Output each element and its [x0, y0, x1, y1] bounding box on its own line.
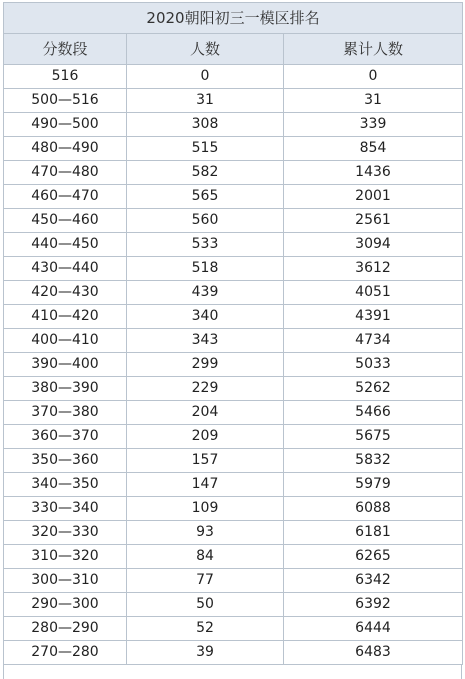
cell-count: 39: [127, 641, 284, 665]
cell-score-range: 490—500: [4, 113, 127, 137]
cell-count: 209: [127, 425, 284, 449]
cell-cumulative: 6265: [284, 545, 463, 569]
table-row: [4, 161, 463, 185]
cell-score-range: 440—450: [4, 233, 127, 257]
cell-cumulative: 6088: [284, 497, 463, 521]
table-row: [4, 473, 463, 497]
cell-cumulative: 854: [284, 137, 463, 161]
cell-cumulative: 4391: [284, 305, 463, 329]
cell-count: 308: [127, 113, 284, 137]
cell-cumulative: 339: [284, 113, 463, 137]
cell-count: 229: [127, 377, 284, 401]
cell-cumulative: 2561: [284, 209, 463, 233]
cell-score-range: 500—516: [4, 89, 127, 113]
cell-cumulative: 4734: [284, 329, 463, 353]
table-row: [4, 257, 463, 281]
cell-score-range: 480—490: [4, 137, 127, 161]
title-row: [4, 3, 463, 34]
table-row: [4, 617, 463, 641]
cell-score-range: 330—340: [4, 497, 127, 521]
cell-count: 31: [127, 89, 284, 113]
table-row: [4, 545, 463, 569]
table-row: [4, 425, 463, 449]
cell-score-range: 430—440: [4, 257, 127, 281]
cell-score-range: 280—290: [4, 617, 127, 641]
table-row: [4, 497, 463, 521]
cell-cumulative: 2001: [284, 185, 463, 209]
cell-count: 582: [127, 161, 284, 185]
cell-score-range: 320—330: [4, 521, 127, 545]
table-row: [4, 521, 463, 545]
cell-score-range: 310—320: [4, 545, 127, 569]
cell-cumulative: 6181: [284, 521, 463, 545]
table-row: [4, 113, 463, 137]
cell-cumulative: 0: [284, 65, 463, 89]
header-row: [4, 34, 463, 65]
cell-cumulative: 6392: [284, 593, 463, 617]
header-cumulative: 累计人数: [284, 34, 463, 65]
cell-count: 560: [127, 209, 284, 233]
cell-score-range: 370—380: [4, 401, 127, 425]
cell-score-range: 516: [4, 65, 127, 89]
table-row: [4, 641, 463, 665]
cell-score-range: 360—370: [4, 425, 127, 449]
cell-cumulative: 5832: [284, 449, 463, 473]
table-row: [4, 353, 463, 377]
table-row: [4, 401, 463, 425]
cell-count: 533: [127, 233, 284, 257]
table-row: [4, 329, 463, 353]
cell-cumulative: 1436: [284, 161, 463, 185]
table-row: [4, 281, 463, 305]
table-body: [4, 65, 463, 665]
cell-count: 518: [127, 257, 284, 281]
cell-score-range: 460—470: [4, 185, 127, 209]
cell-cumulative: 3094: [284, 233, 463, 257]
cell-score-range: 410—420: [4, 305, 127, 329]
cell-score-range: 380—390: [4, 377, 127, 401]
cell-cumulative: 6342: [284, 569, 463, 593]
cell-count: 157: [127, 449, 284, 473]
cell-score-range: 420—430: [4, 281, 127, 305]
cell-count: 0: [127, 65, 284, 89]
cell-score-range: 470—480: [4, 161, 127, 185]
table-row: [4, 185, 463, 209]
table-row: [4, 65, 463, 89]
table-row: [4, 593, 463, 617]
cell-cumulative: 6444: [284, 617, 463, 641]
table-row: [4, 89, 463, 113]
cell-count: 515: [127, 137, 284, 161]
cell-count: 299: [127, 353, 284, 377]
cell-cumulative: 6483: [284, 641, 463, 665]
table-tail: [3, 665, 462, 679]
header-score-range: 分数段: [4, 34, 127, 65]
table-row: [4, 377, 463, 401]
table-row: [4, 305, 463, 329]
table-title: 2020朝阳初三一模区排名: [4, 3, 463, 34]
cell-cumulative: 4051: [284, 281, 463, 305]
ranking-table: [3, 2, 463, 665]
header-count: 人数: [127, 34, 284, 65]
cell-score-range: 390—400: [4, 353, 127, 377]
cell-count: 439: [127, 281, 284, 305]
cell-cumulative: 5033: [284, 353, 463, 377]
table-row: [4, 233, 463, 257]
cell-cumulative: 3612: [284, 257, 463, 281]
cell-count: 93: [127, 521, 284, 545]
table-row: [4, 569, 463, 593]
cell-count: 147: [127, 473, 284, 497]
cell-score-range: 340—350: [4, 473, 127, 497]
cell-cumulative: 31: [284, 89, 463, 113]
cell-count: 340: [127, 305, 284, 329]
cell-count: 77: [127, 569, 284, 593]
cell-score-range: 270—280: [4, 641, 127, 665]
cell-count: 565: [127, 185, 284, 209]
cell-cumulative: 5979: [284, 473, 463, 497]
cell-count: 343: [127, 329, 284, 353]
cell-cumulative: 5675: [284, 425, 463, 449]
cell-count: 50: [127, 593, 284, 617]
table-row: [4, 137, 463, 161]
cell-cumulative: 5466: [284, 401, 463, 425]
cell-score-range: 290—300: [4, 593, 127, 617]
cell-count: 109: [127, 497, 284, 521]
table-row: [4, 209, 463, 233]
cell-score-range: 400—410: [4, 329, 127, 353]
cell-count: 84: [127, 545, 284, 569]
cell-score-range: 350—360: [4, 449, 127, 473]
cell-count: 52: [127, 617, 284, 641]
cell-score-range: 450—460: [4, 209, 127, 233]
cell-count: 204: [127, 401, 284, 425]
cell-score-range: 300—310: [4, 569, 127, 593]
table-row: [4, 449, 463, 473]
cell-cumulative: 5262: [284, 377, 463, 401]
